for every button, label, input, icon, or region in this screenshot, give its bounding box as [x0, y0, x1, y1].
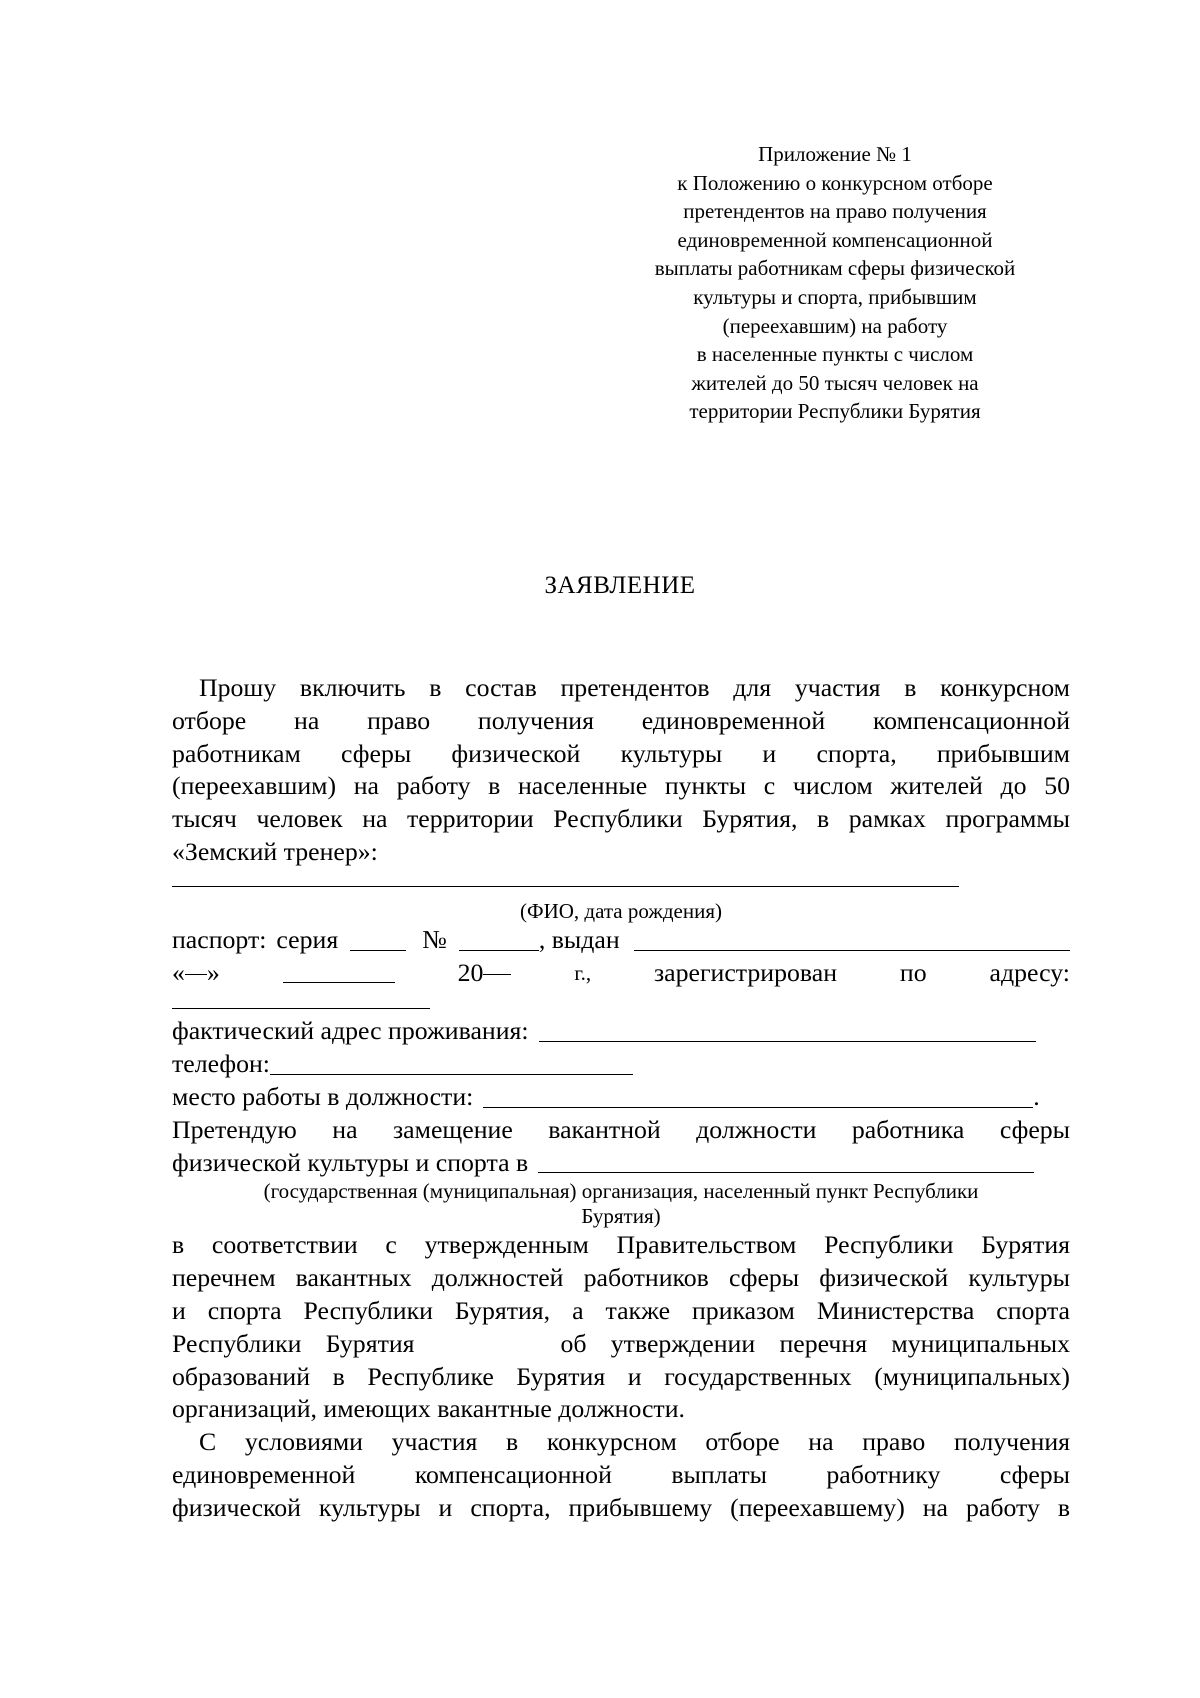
document-body [172, 672, 1070, 1525]
year-field[interactable] [483, 974, 511, 975]
paragraph-line: и спорта Республики Бурятия, а также приказом Министерства спорта [172, 1295, 1070, 1325]
organization-caption-line: Бурятия) [581, 1204, 661, 1229]
appendix-line: территории Республики Бурятия [689, 399, 981, 424]
workplace-field[interactable] [483, 1107, 1033, 1108]
appendix-line: Приложение № 1 [758, 142, 912, 166]
appendix-line: в населенные пункты с числом [696, 342, 974, 367]
paragraph-line: физической культуры и спорта, прибывшему (переехавшему) на работу в [172, 1492, 1070, 1522]
paragraph-line: (переехавшим) на работу в населенные пункты с числом жителей до 50 [172, 771, 1070, 801]
workplace-label: место работы в должности: [172, 1081, 474, 1111]
sport-organization-row [172, 1147, 1070, 1180]
fio-caption: (ФИО, дата рождения) [519, 898, 722, 923]
document-title: ЗАЯВЛЕНИЕ [544, 572, 696, 599]
paragraph-line: работникам сферы физической культуры и спорта, прибывшим [172, 738, 1070, 768]
appendix-line: культуры и спорта, прибывшим [693, 284, 977, 309]
phone-row [172, 1048, 1070, 1081]
appendix-line: претендентов на право получения [683, 199, 987, 224]
paragraph-line: организаций, имеющих вакантные должности. [172, 1394, 685, 1424]
year-suffix: г., [574, 960, 592, 985]
year-prefix: 20 [457, 957, 484, 987]
paragraph-line: отборе на право получения единовременной компенсационной [172, 705, 1070, 735]
appendix-line: (переехавшим) на работу [722, 313, 948, 338]
actual-address-row [172, 1015, 1070, 1048]
appendix-line: единовременной компенсационной [677, 227, 993, 252]
phone-label: телефон: [172, 1049, 270, 1079]
day-field[interactable] [185, 974, 207, 975]
registered-label: зарегистрирован [653, 957, 837, 987]
request-paragraph [172, 672, 1070, 869]
registration-address-field[interactable] [172, 1008, 430, 1009]
by-label: по [899, 957, 927, 987]
organization-caption [172, 1179, 1070, 1229]
paragraph-line: Республики Бурятия об утверждении перечня муниципальных [172, 1328, 1070, 1358]
organization-caption-line: (государственная (муниципальная) организация, населенный пункт Республики [263, 1179, 979, 1204]
number-field[interactable] [459, 950, 539, 951]
actual-address-label: фактический адрес проживания: [172, 1016, 529, 1046]
workplace-row [172, 1081, 1070, 1114]
appendix-line: к Положению о конкурсном отборе [677, 170, 993, 195]
sport-label: физической культуры и спорта в [172, 1147, 529, 1177]
phone-field[interactable] [270, 1074, 633, 1075]
quote-close: » [206, 957, 220, 987]
passport-label: паспорт: [172, 924, 267, 954]
organization-field[interactable] [538, 1172, 1034, 1173]
quote-open: « [172, 957, 185, 987]
applicant-form [172, 869, 1070, 1230]
paragraph-line: С условиями участия в конкурсном отборе на право получения [199, 1427, 1070, 1457]
paragraph-line: «Земский тренер»: [172, 836, 378, 866]
compliance-paragraph [172, 1229, 1070, 1426]
series-field[interactable] [350, 950, 406, 951]
appendix-line: выплаты работникам сферы физической [654, 256, 1016, 281]
paragraph-line: Прошу включить в состав претендентов для участия в конкурсном [199, 673, 1070, 702]
actual-address-field[interactable] [539, 1041, 1036, 1042]
address-label: адресу: [989, 957, 1070, 987]
paragraph-line: образований в Республике Бурятия и государственных (муниципальных) [172, 1361, 1070, 1391]
paragraph-line: единовременной компенсационной выплаты работнику сферы [172, 1459, 1070, 1489]
pretend-line: Претендую на замещение вакантной должности работника сферы [172, 1114, 1070, 1144]
appendix-header [600, 140, 1070, 426]
month-field[interactable] [283, 982, 395, 983]
paragraph-line: в соответствии с утвержденным Правительством Республики Бурятия [172, 1230, 1070, 1260]
paragraph-line: перечнем вакантных должностей работников сферы физической культуры [172, 1263, 1070, 1293]
date-address-row [172, 957, 1070, 990]
series-label: серия [276, 924, 339, 954]
appendix-line: жителей до 50 тысяч человек на [691, 370, 979, 395]
fio-field[interactable] [172, 886, 959, 887]
conditions-paragraph [172, 1426, 1070, 1524]
issued-label: , выдан [538, 924, 620, 954]
number-label: № [422, 924, 447, 954]
passport-row [172, 924, 1070, 957]
workplace-end: . [1033, 1081, 1040, 1111]
paragraph-line: тысяч человек на территории Республики Бурятия, в рамках программы [172, 804, 1070, 834]
issued-by-field[interactable] [634, 950, 1070, 951]
